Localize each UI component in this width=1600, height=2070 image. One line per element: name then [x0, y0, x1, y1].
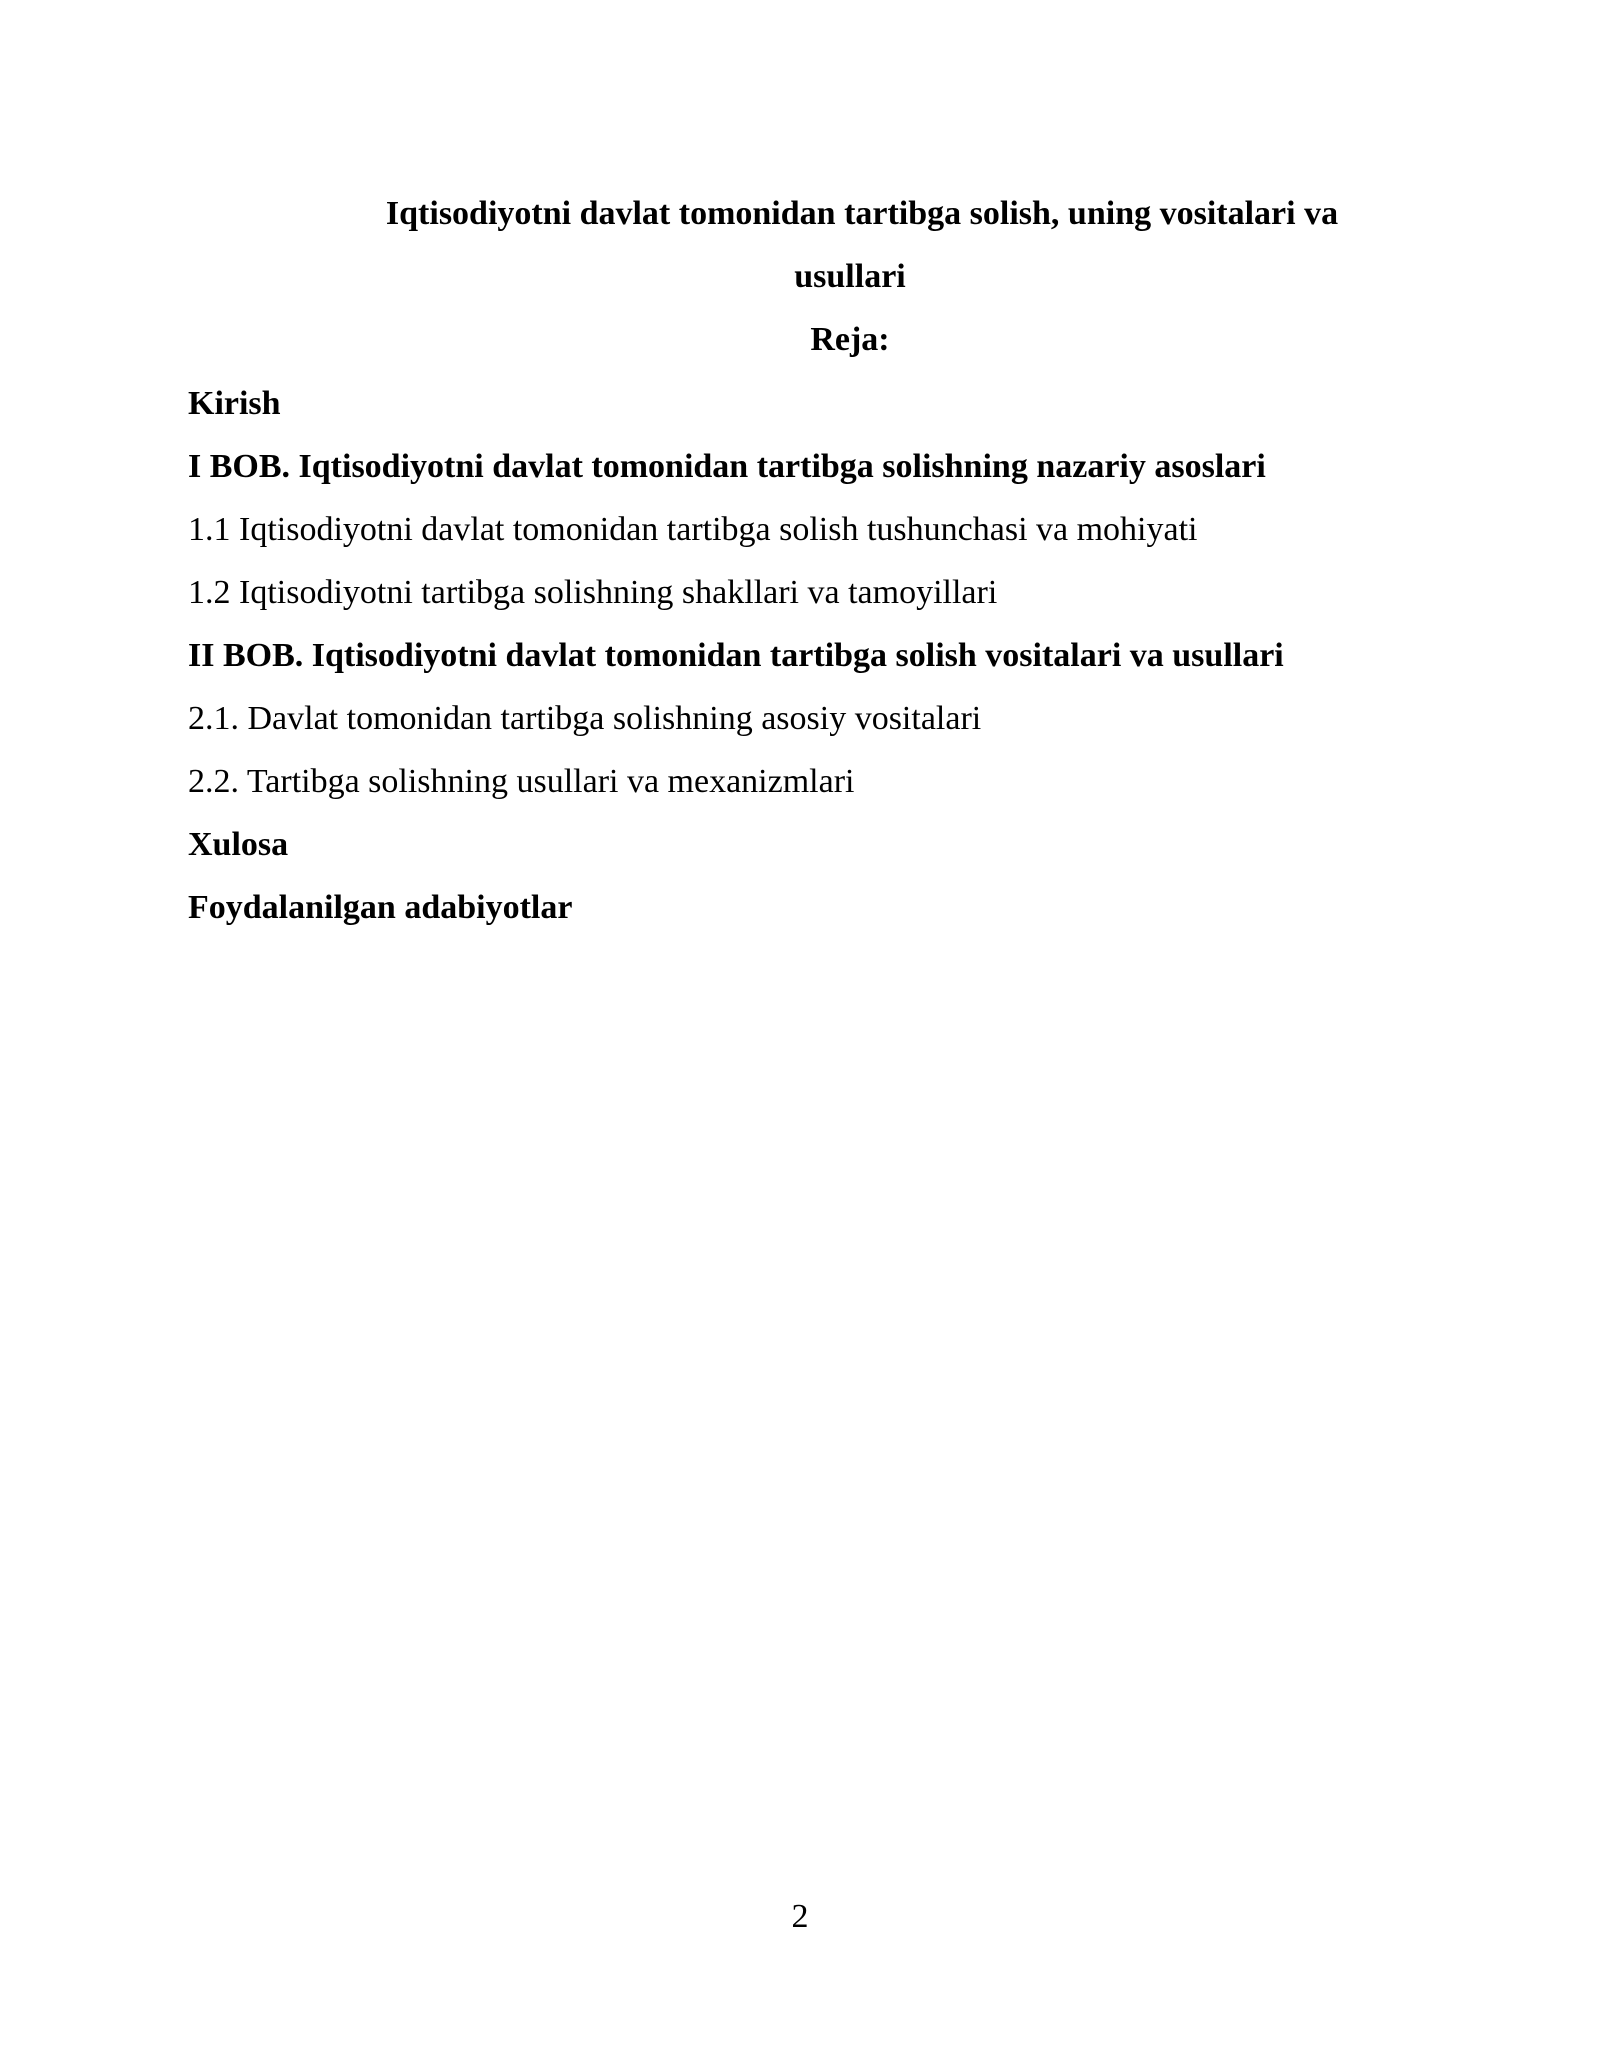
document-title-line-2: usullari: [794, 258, 906, 295]
toc-item-section-1-1: 1.1 Iqtisodiyotni davlat tomonidan tartibga solish tushunchasi va mohiyati: [188, 511, 1198, 548]
toc-item-chapter-2: II BOB. Iqtisodiyotni davlat tomonidan tartibga solish vositalari va usullari: [188, 637, 1284, 674]
table-of-contents: [188, 372, 1488, 939]
toc-item-references: Foydalanilgan adabiyotlar: [188, 889, 573, 926]
toc-item-section-2-2: 2.2. Tartibga solishning usullari va mexanizmlari: [188, 763, 855, 800]
document-title-line-1: Iqtisodiyotni davlat tomonidan tartibga solish, uning vositalari va: [385, 195, 1339, 232]
toc-item-conclusion: Xulosa: [188, 826, 289, 863]
page-number: 2: [791, 1898, 809, 1935]
toc-item-introduction: Kirish: [188, 385, 281, 422]
plan-heading: Reja:: [810, 321, 890, 358]
document-title-block: [188, 182, 1512, 371]
toc-item-section-1-2: 1.2 Iqtisodiyotni tartibga solishning shakllari va tamoyillari: [188, 574, 998, 611]
toc-item-chapter-1: I BOB. Iqtisodiyotni davlat tomonidan tartibga solishning nazariy asoslari: [188, 448, 1266, 485]
toc-item-section-2-1: 2.1. Davlat tomonidan tartibga solishning asosiy vositalari: [188, 700, 982, 737]
